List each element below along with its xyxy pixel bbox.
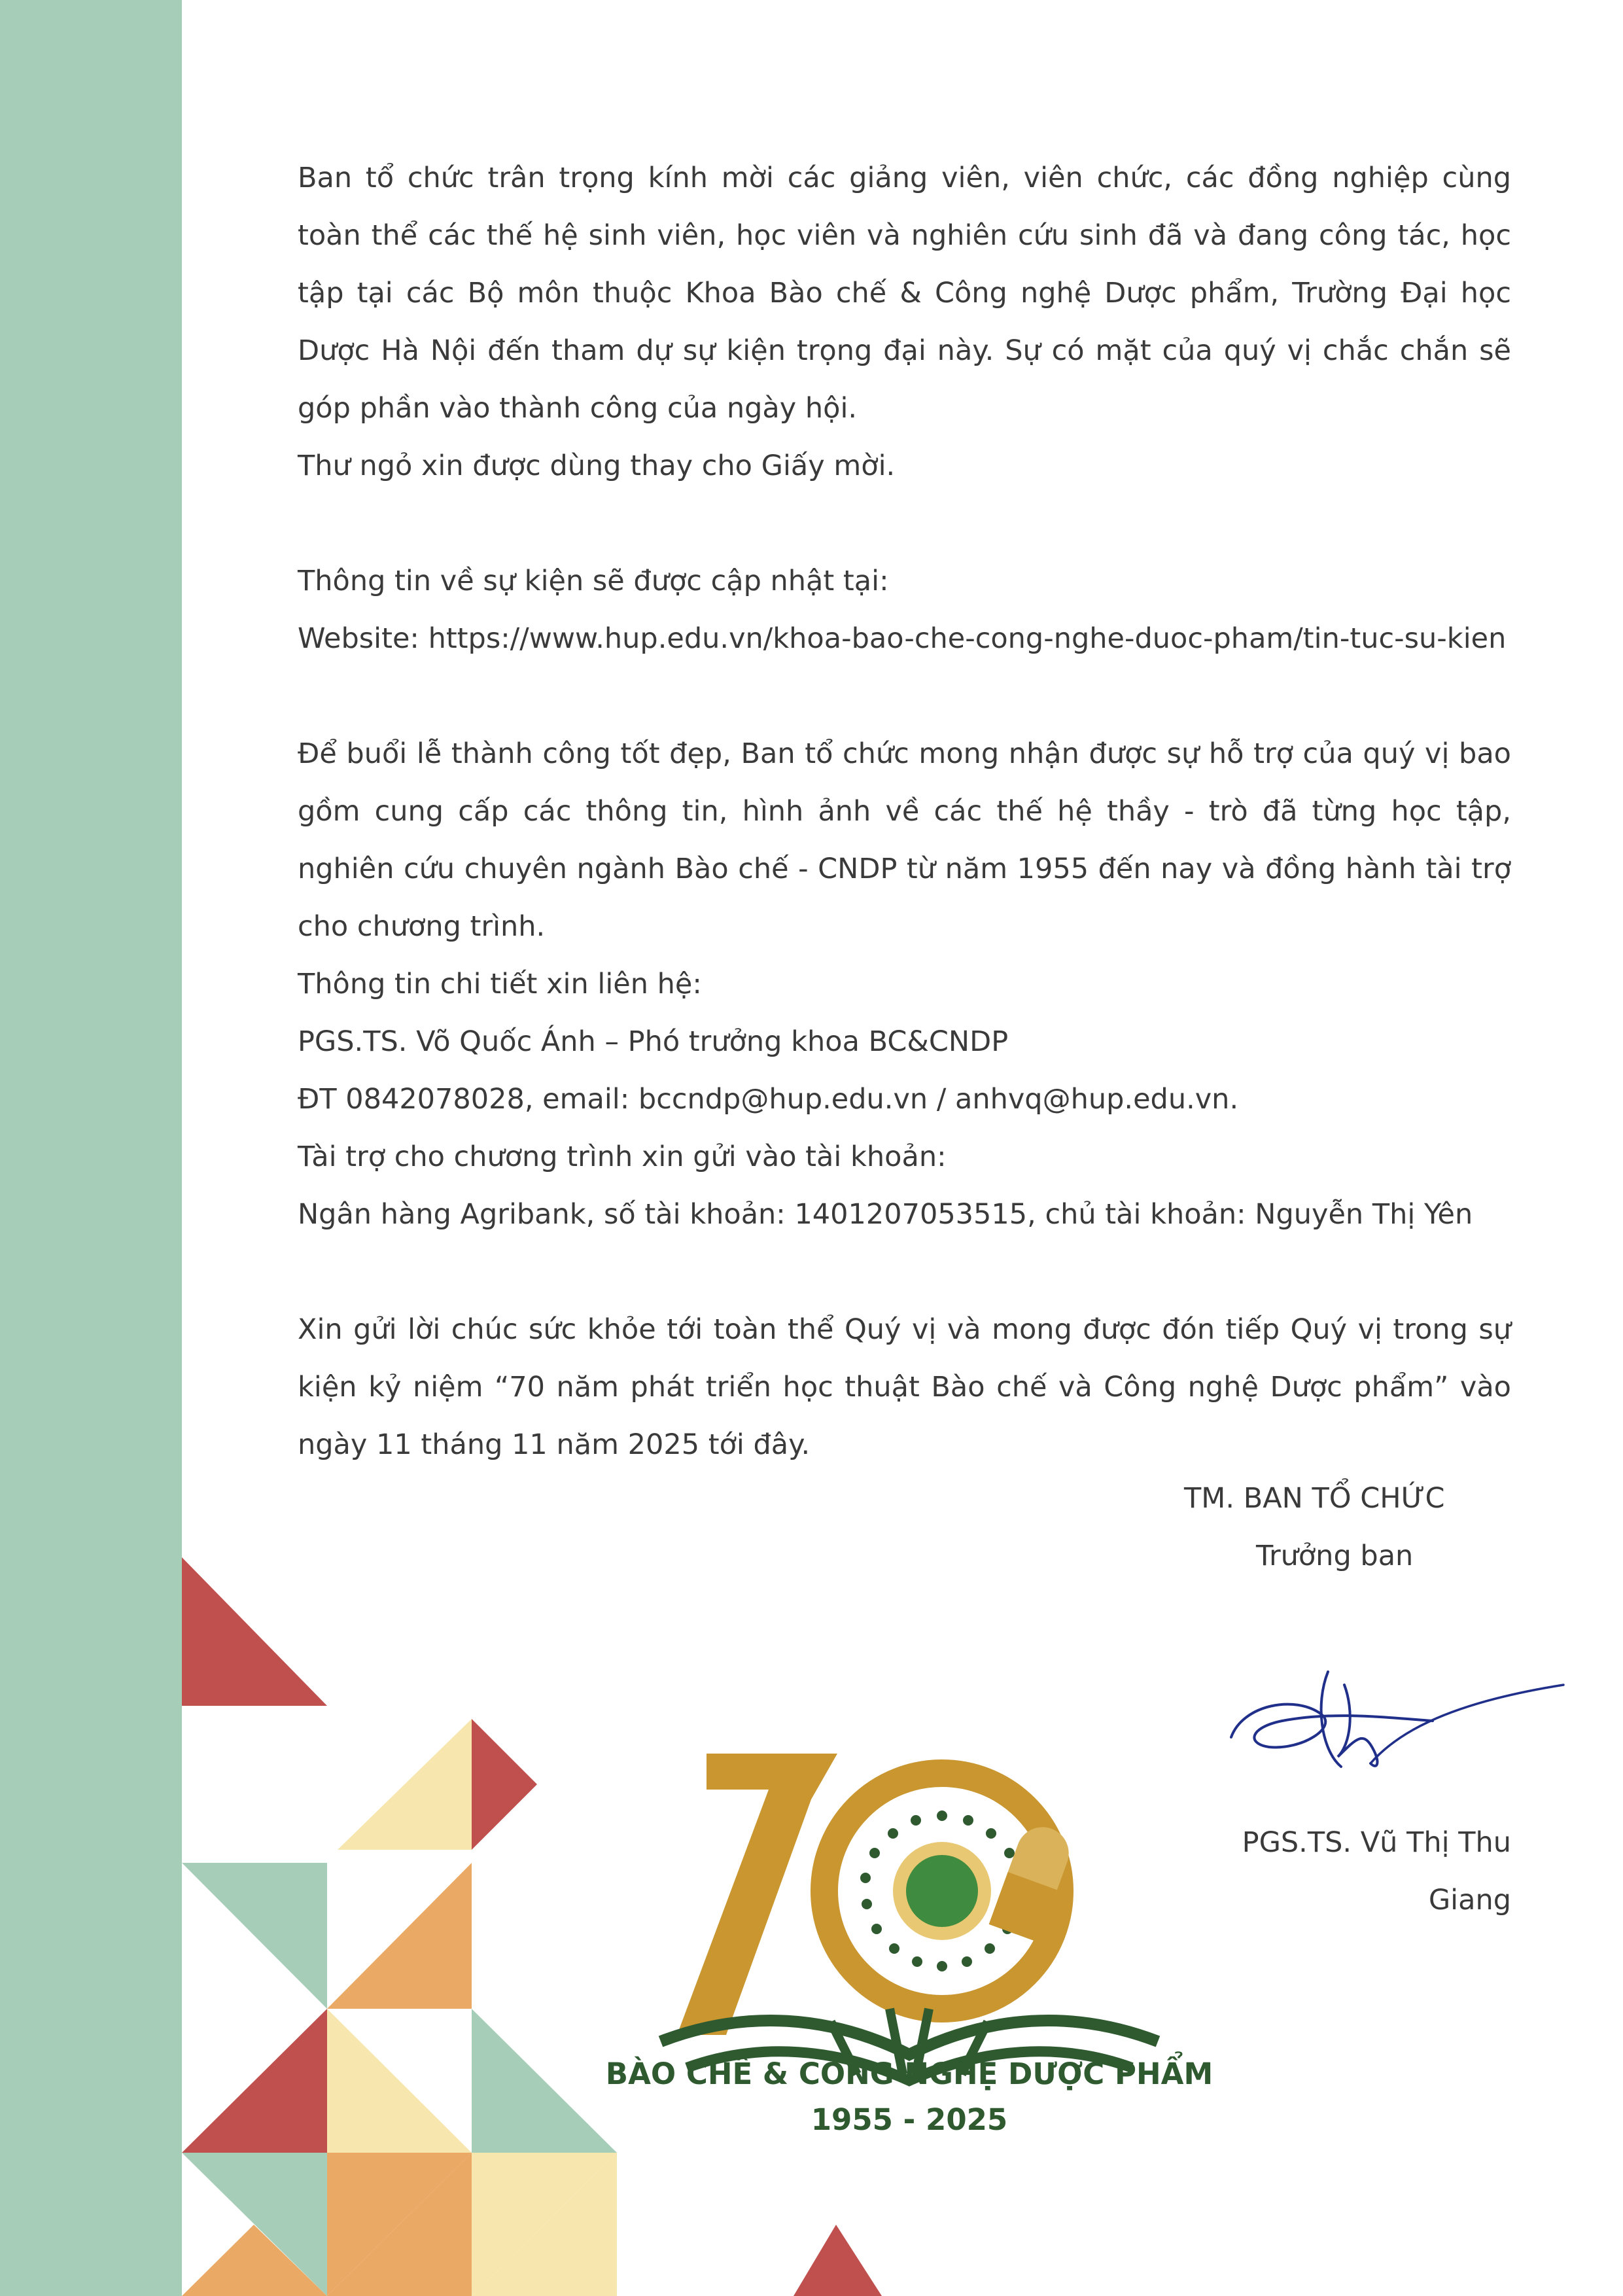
signer-name: PGS.TS. Vũ Thị Thu Giang [1242, 1826, 1511, 1916]
handwritten-signature [1223, 1659, 1577, 1776]
letter-note: Thư ngỏ xin được dùng thay cho Giấy mời. [298, 450, 896, 482]
signature-role: Trưởng ban [1256, 1540, 1414, 1572]
contact-person: PGS.TS. Võ Quốc Ánh – Phó trưởng khoa BC&CNDP [298, 1025, 1009, 1058]
closing-paragraph: Xin gửi lời chúc sức khỏe tới toàn thể Quý vị và mong được đón tiếp Quý vị trong sự kiện kỷ niệm “70 năm phát triển học thuật Bào chế và Công nghệ Dược phẩm” vào ngày 11 tháng 11 năm 2025 tới đây. [298, 1313, 1511, 1461]
info-heading: Thông tin về sự kiện sẽ được cập nhật tại: [298, 565, 889, 597]
signature-header [1184, 1470, 1524, 1585]
invitation-paragraph: Ban tổ chức trân trọng kính mời các giảng viên, viên chức, các đồng nghiệp cùng toàn thể các thế hệ sinh viên, học viên và nghiên cứu sinh đã và đang công tác, học tập tại các Bộ môn thuộc Khoa Bào chế & Công nghệ Dược phẩm, Trường Đại học Dược Hà Nội đến tham dự sự kiện trọng đại này. Sự có mặt của quý vị chắc chắn sẽ góp phần vào thành công của ngày hội. [298, 162, 1511, 425]
contact-heading: Thông tin chi tiết xin liên hệ: [298, 968, 702, 1000]
signature-org: TM. BAN TỔ CHỨC [1184, 1482, 1445, 1515]
sponsor-heading: Tài trợ cho chương trình xin gửi vào tài khoản: [298, 1140, 947, 1173]
side-color-band [0, 0, 182, 2296]
bank-info: Ngân hàng Agribank, số tài khoản: 1401207053515, chủ tài khoản: Nguyễn Thị Yên [298, 1198, 1473, 1231]
logo-caption [569, 2051, 1249, 2143]
website-line: Website: https://www.hup.edu.vn/khoa-bao-che-cong-nghe-duoc-pham/tin-tuc-su-kien [298, 622, 1507, 655]
support-paragraph: Để buổi lễ thành công tốt đẹp, Ban tổ chức mong nhận được sự hỗ trợ của quý vị bao gồm cung cấp các thông tin, hình ảnh về các thế hệ thầy - trò đã từng học tập, nghiên cứu chuyên ngành Bào chế - CNDP từ năm 1955 đến nay và đồng hành tài trợ cho chương trình. [298, 737, 1511, 943]
contact-phone-email: ĐT 0842078028, email: bccndp@hup.edu.vn / anhvq@hup.edu.vn. [298, 1083, 1239, 1116]
logo-years: 1955 - 2025 [811, 2102, 1008, 2137]
letter-body [298, 149, 1511, 1474]
logo-name: BÀO CHẾ & CÔNG NGHỆ DƯỢC PHẨM [605, 2057, 1213, 2091]
